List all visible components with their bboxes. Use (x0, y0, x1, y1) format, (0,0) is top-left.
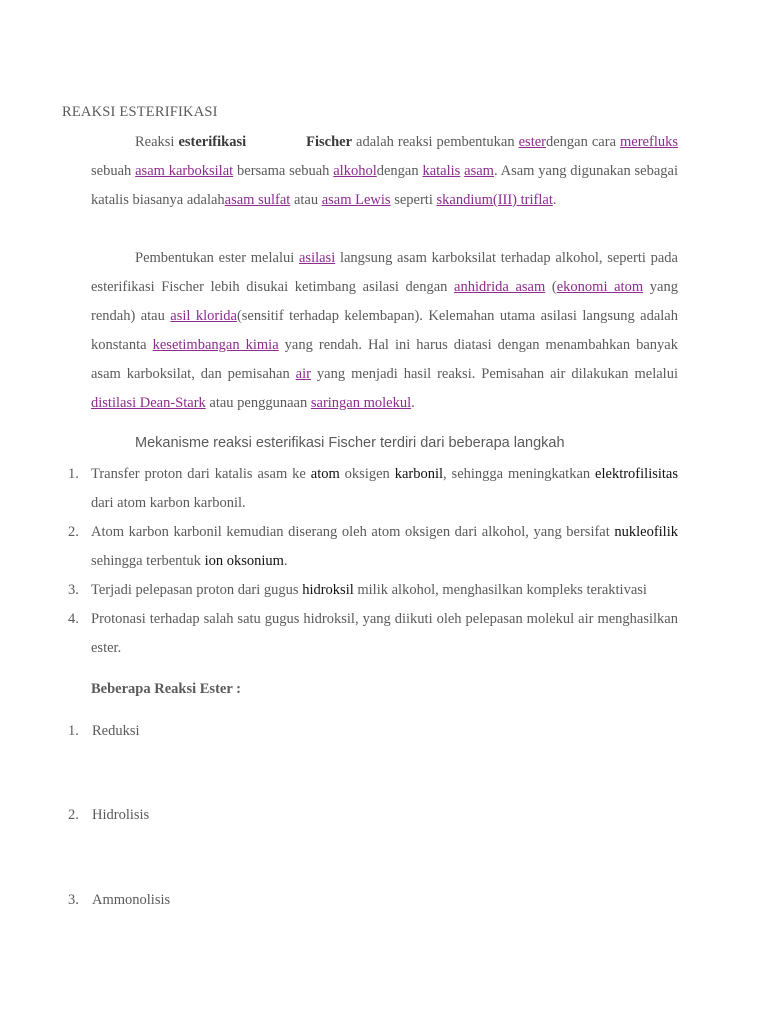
link-alkohol[interactable]: alkohol (333, 163, 377, 179)
reaction-item-ammonolisis (68, 892, 170, 909)
list-number: 1. (68, 466, 79, 482)
reaction-label: Reduksi (92, 723, 140, 739)
text-run (246, 134, 306, 150)
text-run: Transfer proton dari katalis asam ke (91, 466, 311, 482)
reaction-item-hidrolisis (68, 807, 149, 824)
list-number: 2. (68, 807, 79, 823)
text-run: sebuah (91, 163, 136, 179)
bold-term-esterifikasi: esterifikasi (178, 134, 247, 150)
text-run: sehingga terbentuk (91, 553, 205, 569)
list-item-step-3 (62, 576, 678, 605)
text-run: Reaksi (135, 134, 179, 150)
text-run: . (283, 553, 288, 569)
link-katalis[interactable]: katalis (422, 163, 461, 179)
reactions-heading: Beberapa Reaksi Ester : (91, 681, 241, 697)
text-run: Atom karbon karbonil kemudian diserang oleh atom oksigen dari alkohol, yang bersifat (91, 524, 615, 540)
text-run: atau penggunaan (205, 395, 311, 411)
link-kesetimbangan-kimia[interactable]: kesetimbangan kimia (152, 337, 279, 353)
list-number: 3. (68, 892, 79, 908)
list-item-step-1 (62, 460, 678, 518)
list-number: 3. (68, 582, 79, 598)
document-title: REAKSI ESTERIFIKASI (62, 104, 218, 120)
paragraph-acylation (91, 244, 678, 418)
text-run: dari atom karbon karbonil. (91, 495, 246, 511)
link-asam-lewis[interactable]: asam Lewis (321, 192, 391, 208)
keyword-elektrofilisitas: elektrofilisitas (595, 466, 678, 482)
link-distilasi-dean-stark[interactable]: distilasi Dean-Stark (91, 395, 206, 411)
link-merefluks[interactable]: merefluks (620, 134, 678, 150)
reaction-label: Ammonolisis (92, 892, 171, 908)
list-number: 2. (68, 524, 79, 540)
keyword-karbonil: karbonil (394, 466, 444, 482)
text-run: . (411, 395, 415, 411)
bold-term-fischer: Fischer (306, 134, 353, 150)
link-ekonomi-atom[interactable]: ekonomi atom (556, 279, 644, 295)
text-run: dengan (376, 163, 423, 179)
text-run: Protonasi terhadap salah satu gugus hidroksil, yang diikuti oleh pelepasan molekul air menghasilkan ester. (91, 611, 678, 656)
reaction-label: Hidrolisis (92, 807, 150, 823)
text-run: milik alkohol, menghasilkan kompleks teraktivasi (353, 582, 647, 598)
text-run: yang rendah. Hal ini harus diatasi dengan menambahkan banyak asam karboksilat, dan pemisahan (91, 337, 678, 382)
text-run: adalah reaksi pembentukan (352, 134, 519, 150)
text-run: yang rendah) atau (91, 279, 678, 324)
text-run: dengan cara (546, 134, 621, 150)
list-number: 1. (68, 723, 79, 739)
list-number: 4. (68, 611, 79, 627)
link-asilasi[interactable]: asilasi (298, 250, 336, 266)
link-asam[interactable]: asam (464, 163, 494, 179)
text-run: ( (545, 279, 557, 295)
text-run: Pembentukan ester melalui (135, 250, 299, 266)
text-run: , sehingga meningkatkan (443, 466, 596, 482)
link-air[interactable]: air (295, 366, 311, 382)
keyword-nukleofilik: nukleofilik (614, 524, 678, 540)
mechanism-steps-list (62, 460, 678, 663)
paragraph-esterification-intro (91, 128, 678, 215)
text-run: seperti (390, 192, 437, 208)
list-item-step-4 (62, 605, 678, 663)
text-run: oksigen (339, 466, 395, 482)
text-run: . (552, 192, 557, 208)
link-anhidrida-asam[interactable]: anhidrida asam (454, 279, 546, 295)
text-run: Terjadi pelepasan proton dari gugus (91, 582, 303, 598)
reaction-item-reduksi (68, 723, 140, 740)
keyword-hidroksil: hidroksil (302, 582, 354, 598)
link-asam-sulfat[interactable]: asam sulfat (224, 192, 291, 208)
keyword-ion-oksonium: ion oksonium (204, 553, 284, 569)
text-run: bersama sebuah (233, 163, 334, 179)
mechanism-heading: Mekanisme reaksi esterifikasi Fischer terdiri dari beberapa langkah (135, 435, 565, 451)
text-run: (sensitif terhadap kelembapan). Kelemahan utama asilasi langsung adalah konstanta (91, 308, 678, 353)
text-run: atau (290, 192, 322, 208)
link-asil-klorida[interactable]: asil klorida (170, 308, 237, 324)
keyword-atom: atom (310, 466, 340, 482)
link-saringan-molekul[interactable]: saringan molekul (310, 395, 412, 411)
text-run: . Asam yang digunakan sebagai katalis biasanya adalah (91, 163, 679, 208)
link-asam-karboksilat[interactable]: asam karboksilat (135, 163, 234, 179)
link-ester[interactable]: ester (518, 134, 546, 150)
text-run: langsung asam karboksilat terhadap alkohol, seperti pada esterifikasi Fischer lebih disukai ketimbang asilasi dengan (91, 250, 678, 295)
text-run: yang menjadi hasil reaksi. Pemisahan air dilakukan melalui (310, 366, 678, 382)
list-item-step-2 (62, 518, 678, 576)
link-skandium-triflat[interactable]: skandium(III) triflat (436, 192, 553, 208)
